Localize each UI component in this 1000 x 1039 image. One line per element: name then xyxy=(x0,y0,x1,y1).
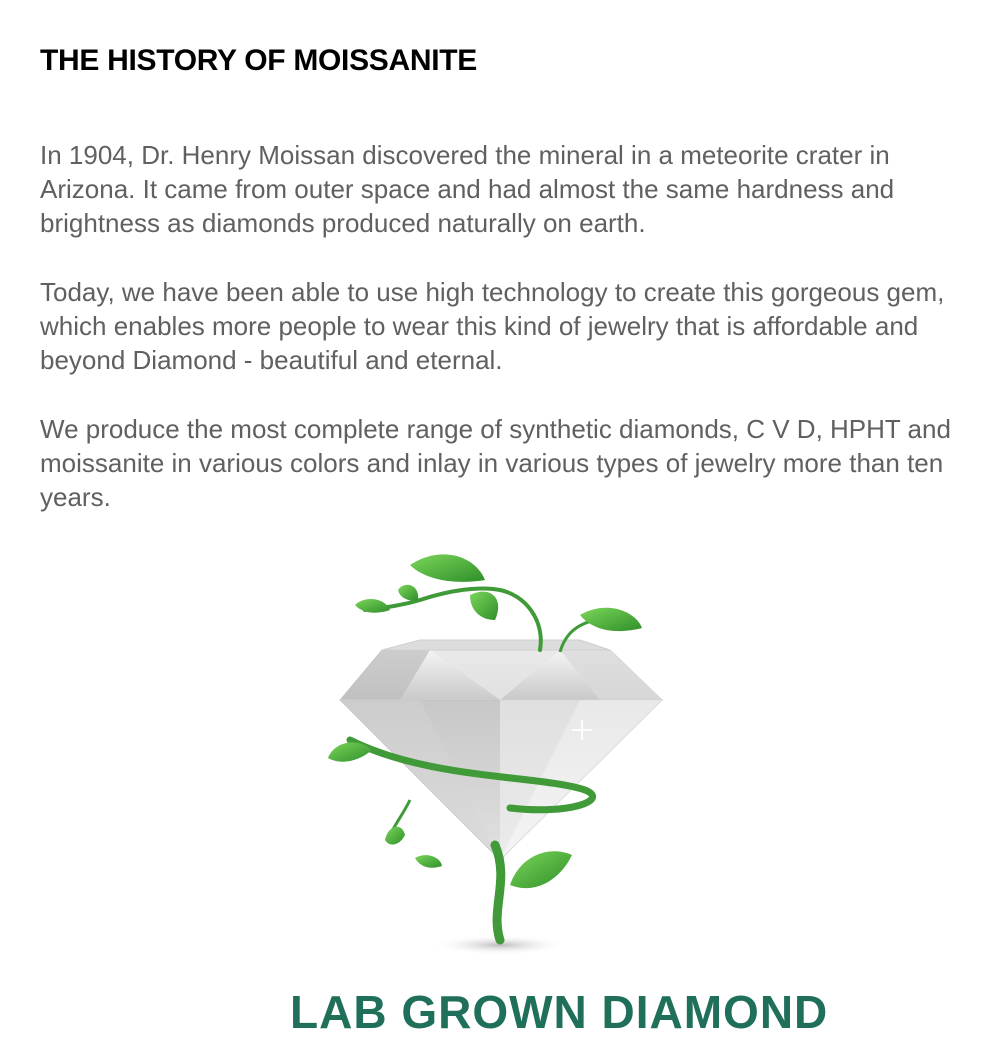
page-title: THE HISTORY OF MOISSANITE xyxy=(40,44,477,77)
image-caption-partial: LAB GROWN DIAMOND xyxy=(290,986,829,1038)
diamond-illustration xyxy=(310,540,690,960)
leaf xyxy=(410,554,485,582)
paragraph-technology: Today, we have been able to use high technology to create this gorgeous gem, which enables more people to wear this kind of jewelry that is affordable and beyond Diamond - beautiful and eternal. xyxy=(40,277,945,375)
paragraph-history: In 1904, Dr. Henry Moissan discovered the mineral in a meteorite crater in Arizona. It came from outer space and had almost the same hardness and brightness as diamonds produced naturally on earth. xyxy=(40,140,895,238)
diamond-with-vine-icon xyxy=(310,540,690,960)
paragraph-production: We produce the most complete range of synthetic diamonds, C V D, HPHT and moissanite in various colors and inlay in various types of jewelry more than ten years. xyxy=(40,414,951,512)
